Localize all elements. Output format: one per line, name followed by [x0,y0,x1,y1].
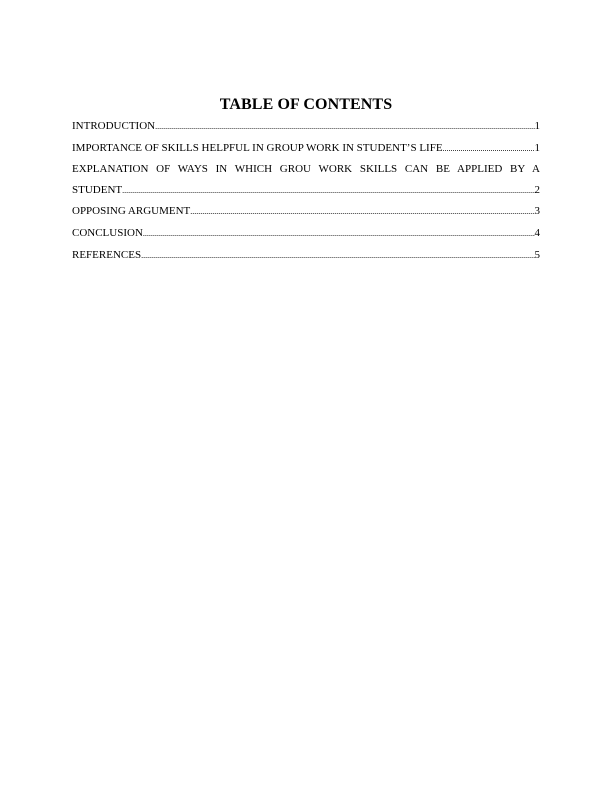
toc-dot-leader [443,139,535,160]
toc-page-number: 3 [534,205,540,218]
toc-entry-introduction[interactable] [72,116,540,138]
toc-page-number: 4 [534,226,540,239]
toc-entry-label: REFERENCES [72,248,142,261]
toc-entry-explanation-line2[interactable] [72,180,540,202]
toc-page-number: 5 [534,248,540,261]
toc-title: TABLE OF CONTENTS [219,96,393,113]
toc-entry-label: IMPORTANCE OF SKILLS HELPFUL IN GROUP WORK IN STUDENT’S LIFE [72,141,443,154]
toc-dot-leader [122,181,534,202]
table-of-contents [72,116,540,266]
toc-entry-label: INTRODUCTION [72,120,156,132]
toc-entry-label: CONCLUSION [72,226,143,239]
toc-entry-label: OPPOSING ARGUMENT [72,205,191,218]
toc-page-number: 1 [534,120,540,132]
toc-dot-leader [143,224,535,245]
toc-dot-leader [155,117,534,138]
toc-entry-conclusion[interactable] [72,223,540,245]
toc-dot-leader [141,246,534,267]
toc-entry-opposing-argument[interactable] [72,201,540,223]
toc-entry-explanation-line1[interactable]: EXPLANATION OF WAYS IN WHICH GROU WORK SKILLS CAN BE APPLIED BY A [72,163,540,176]
toc-page-number: 1 [534,141,540,154]
toc-entry-references[interactable] [72,245,540,267]
toc-entry-label: STUDENT [72,183,123,196]
toc-dot-leader [190,202,534,223]
toc-entry-importance-of-skills[interactable] [72,138,540,160]
toc-page-number: 2 [534,183,540,196]
